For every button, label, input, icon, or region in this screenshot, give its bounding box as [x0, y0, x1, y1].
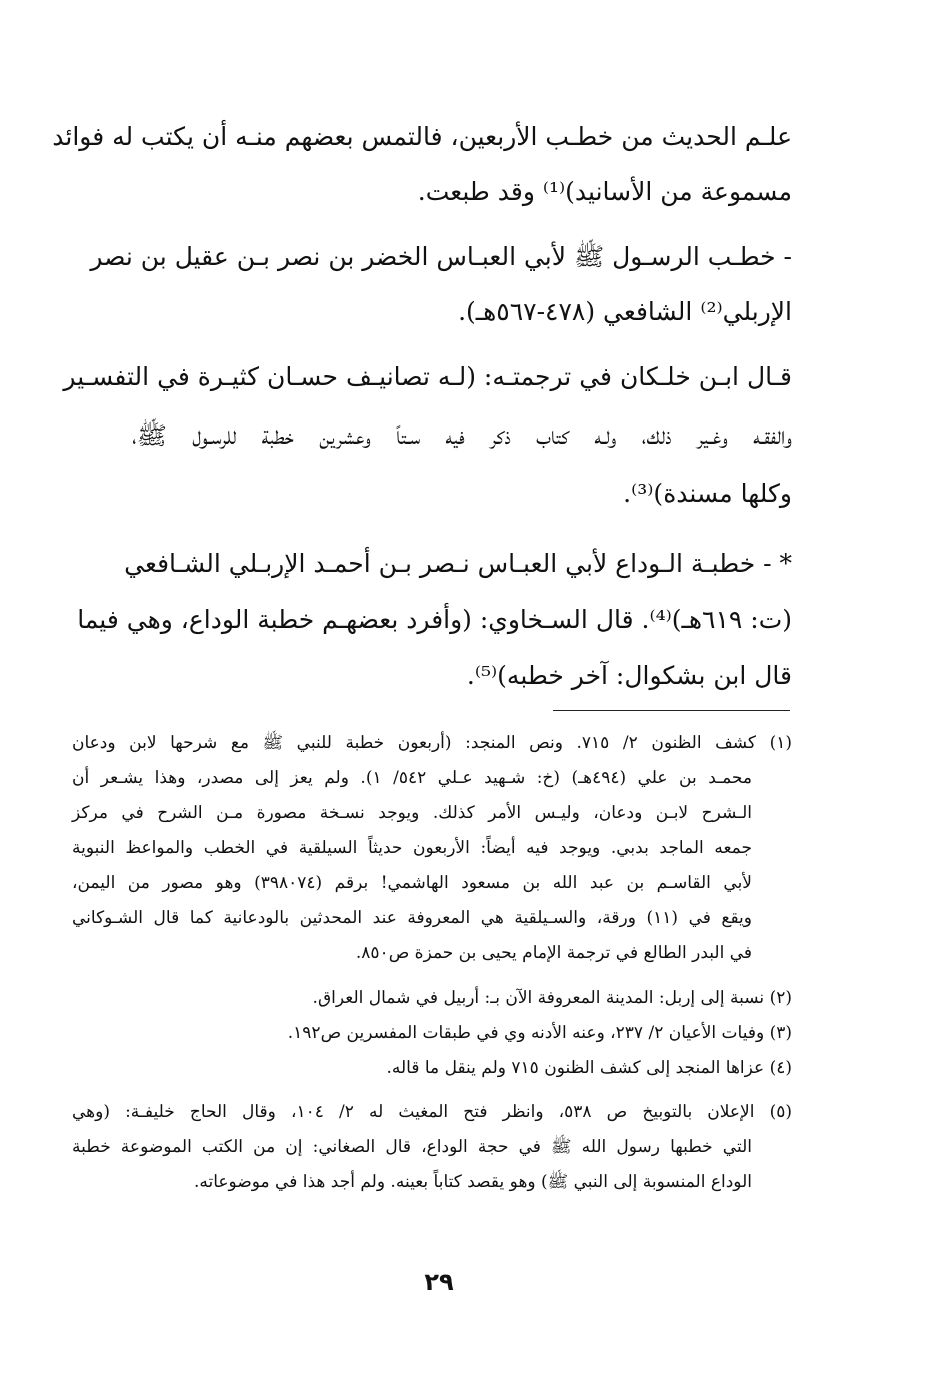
footnote-line: الـشرح لابـن ودعان، وليـس الأمر كذلك. ويوجد نسـخة مصورة مـن الشرح في مركز: [72, 803, 752, 823]
body-text-line: (ت: ٦١٩هـ)⁽⁴⁾. قال السـخاوي: (وأفرد بعضهـم خطبة الوداع، وهي فيما: [77, 605, 792, 634]
footnote-line: (٢) نسبة إلى إربل: المدينة المعروفة الآن بـ: أربيل في شمال العراق.: [312, 988, 792, 1008]
footnote-line: ويقع في (١١) ورقة، والسـيلقية هي المعروفة عند المحدثين بالودعانية كما قال الشـوكاني: [72, 908, 752, 928]
body-text-line: وكلها مسندة)⁽³⁾.: [623, 479, 792, 508]
body-text-line: مسموعة من الأسانيد)⁽¹⁾ وقد طبعت.: [417, 177, 792, 206]
body-text-line: * - خطبـة الـوداع لأبي العبـاس نـصر بـن أحمـد الإربـلي الشـافعي: [124, 549, 792, 578]
footnote-line: في البدر الطالع في ترجمة الإمام يحيى بن حمزة ص٨٥٠.: [355, 943, 752, 963]
body-text-line: قال ابن بشكوال: آخر خطبه)⁽⁵⁾.: [466, 661, 792, 690]
footnote-line: (٥) الإعلان بالتوبيخ ص ٥٣٨، وانظر فتح المغيث له ٢/ ١٠٤، وقال الحاج خليفـة: (وهي: [72, 1102, 792, 1122]
footnote-line: محمـد بن علي (٤٩٤هـ) (خ: شـهيد عـلي ٥٤٢/ ١). ولم يعز إلى مصدر، وهذا يشـعر أن: [72, 768, 752, 788]
page-number: ٢٩: [424, 1268, 454, 1296]
footnote-line: جمعه الماجد بدبي. ويوجد فيه أيضاً: الأربعون حديثاً السيلقية في الخطب والمواعظ النبوية: [72, 838, 752, 858]
footnote-line: الوداع المنسوبة إلى النبي ﷺ) وهو يقصد كتاباً بعينه. ولم أجد هذا في موضوعاته.: [193, 1172, 752, 1192]
footnote-line: (٣) وفيات الأعيان ٢/ ٢٣٧، وعنه الأدنه وي في طبقات المفسرين ص١٩٢.: [287, 1023, 792, 1043]
footnote-separator: [553, 710, 790, 711]
footnote-line: التي خطبها رسول الله ﷺ في حجة الوداع، قال الصغاني: إن من الكتب الموضوعة خطبة: [72, 1137, 752, 1157]
body-text-line: والفقـه وغـير ذلك، ولـه كتاب ذكر فيه سـتاً وعشرين خطبة للرسـول ﷺ،: [132, 421, 792, 450]
footnote-line: لأبي القاسـم بن عبد الله بن مسعود الهاشمي! برقم (٣٩٨٠٧٤) وهو مصور من اليمن،: [72, 873, 752, 893]
footnote-line: (٤) عزاها المنجد إلى كشف الظنون ٧١٥ ولم ينقل ما قاله.: [386, 1058, 792, 1078]
body-text-line: علـم الحديث من خطـب الأربعين، فالتمس بعضهم منـه أن يكتب له فوائد: [52, 122, 792, 151]
body-text-line: قـال ابـن خلـكان في ترجمتـه: (لـه تصانيـف حسـان كثيـرة في التفسـير: [63, 362, 792, 391]
footnote-line: (١) كشف الظنون ٢/ ٧١٥. ونص المنجد: (أربعون خطبة للنبي ﷺ مع شرحها لابن ودعان: [72, 733, 793, 753]
body-text-line: - خطـب الرسـول ﷺ لأبي العبـاس الخضر بن نصر بـن عقيل بن نصر: [90, 242, 792, 271]
body-text-line: الإربلي⁽²⁾ الشافعي (٤٧٨-٥٦٧هـ).: [458, 297, 792, 326]
